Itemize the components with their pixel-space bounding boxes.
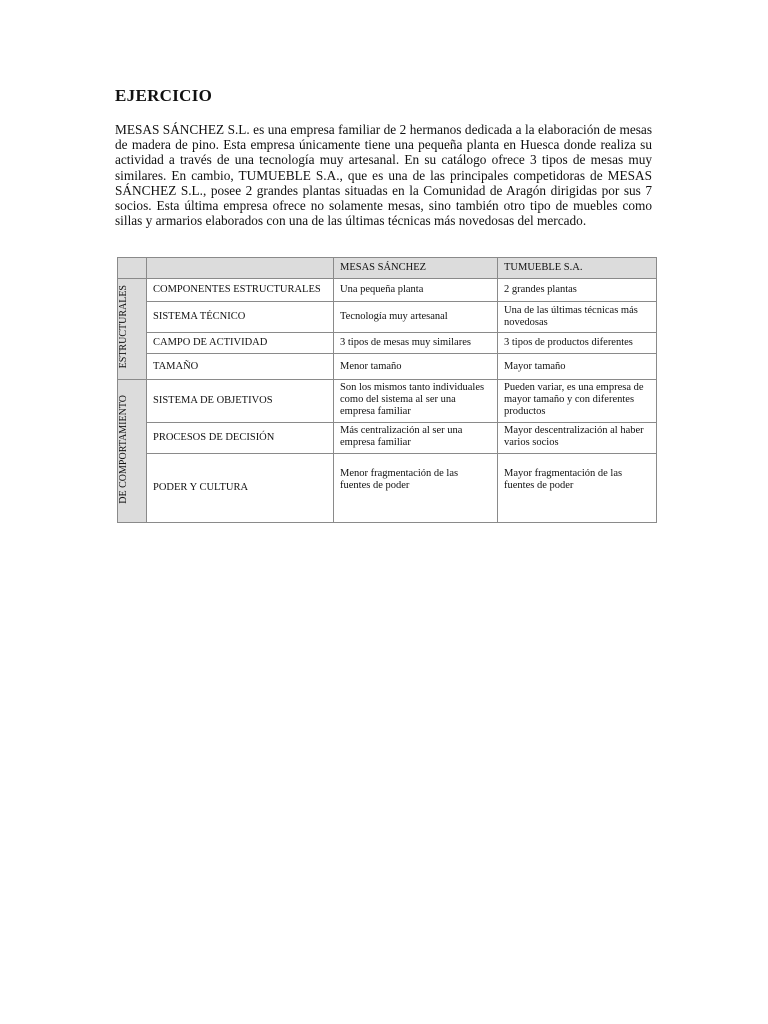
table-row — [118, 354, 657, 380]
row-label: TAMAÑO — [147, 354, 334, 380]
table-row — [118, 454, 657, 523]
group-label-comportamiento: DE COMPORTAMIENTO — [118, 394, 129, 504]
row-label: PROCESOS DE DECISIÓN — [147, 423, 334, 454]
document-title: EJERCICIO — [115, 86, 213, 105]
cell-mesas: Más centralización al ser una empresa familiar — [334, 423, 498, 454]
row-label: CAMPO DE ACTIVIDAD — [147, 333, 334, 354]
cell-tumueble: Mayor fragmentación de las fuentes de poder — [498, 454, 657, 523]
group-estructurales — [118, 279, 147, 380]
cell-tumueble: Mayor descentralización al haber varios socios — [498, 423, 657, 454]
table-header-row — [118, 258, 657, 279]
cell-mesas: Menor fragmentación de las fuentes de poder — [334, 454, 498, 523]
row-label: COMPONENTES ESTRUCTURALES — [147, 279, 334, 302]
cell-tumueble: Una de las últimas técnicas más novedosas — [498, 302, 657, 333]
row-label: SISTEMA DE OBJETIVOS — [147, 380, 334, 423]
header-tumueble: TUMUEBLE S.A. — [498, 258, 657, 279]
table-row — [118, 333, 657, 354]
table-row — [118, 279, 657, 302]
cell-mesas: Tecnología muy artesanal — [334, 302, 498, 333]
cell-mesas: Una pequeña planta — [334, 279, 498, 302]
row-label: PODER Y CULTURA — [147, 454, 334, 523]
table-row — [118, 380, 657, 423]
group-comportamiento — [118, 380, 147, 523]
row-label: SISTEMA TÉCNICO — [147, 302, 334, 333]
cell-tumueble: Mayor tamaño — [498, 354, 657, 380]
cell-mesas: Son los mismos tanto individuales como del sistema al ser una empresa familiar — [334, 380, 498, 423]
header-empty — [147, 258, 334, 279]
exercise-paragraph: MESAS SÁNCHEZ S.L. es una empresa familiar de 2 hermanos dedicada a la elaboración de mesas de madera de pino. Esta empresa únicamente tiene una pequeña planta en Huesca donde realiza su actividad a través de una tecnología muy artesanal. En su catálogo ofrece 3 tipos de mesas muy similares. En cambio, TUMUEBLE S.A., que es una de las principales competidoras de MESAS SÁNCHEZ S.L., posee 2 grandes plantas situadas en la Comunidad de Aragón dirigidas por sus 7 socios. Esta última empresa ofrece no solamente mesas, sino también otro tipo de muebles como sillas y armarios elaborados con una de las últimas técnicas más novedosas del mercado. — [115, 122, 652, 229]
table-row — [118, 423, 657, 454]
cell-tumueble: Pueden variar, es una empresa de mayor tamaño y con diferentes productos — [498, 380, 657, 423]
header-mesas: MESAS SÁNCHEZ — [334, 258, 498, 279]
cell-mesas: Menor tamaño — [334, 354, 498, 380]
table-row — [118, 302, 657, 333]
group-label-estructurales: ESTRUCTURALES — [118, 285, 129, 369]
header-corner — [118, 258, 147, 279]
cell-mesas: 3 tipos de mesas muy similares — [334, 333, 498, 354]
cell-tumueble: 2 grandes plantas — [498, 279, 657, 302]
cell-tumueble: 3 tipos de productos diferentes — [498, 333, 657, 354]
comparison-table — [117, 257, 657, 523]
